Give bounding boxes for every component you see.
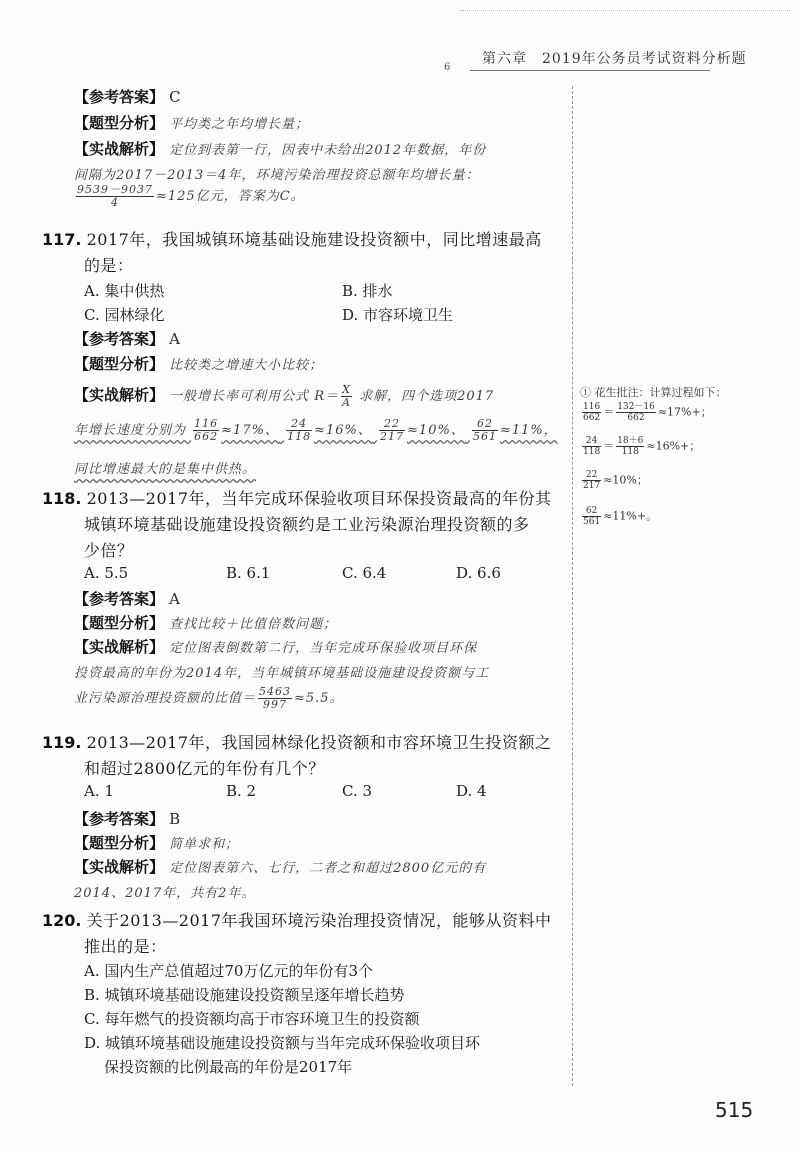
q120-stem-line1: 120. 关于2013—2017年我国环境污染治理投资情况，能够从资料中 [42,911,552,930]
q117-stem-line1: 117. 2017年，我国城镇环境基础设施建设投资额中，同比增速最高 [42,230,542,249]
q119-option-b: B. 2 [226,782,257,800]
header-underline [470,70,710,71]
q117-option-b: B. 排水 [342,282,393,300]
q120-option-d: D. 城镇环境基础设施建设投资额与当年完成环保验收项目环 [84,1034,481,1052]
running-header: 第六章 2019年公务员考试资料分析题 [482,51,747,67]
growth-rate-formula: R＝ $\frac{X}{A}$ [314,383,351,409]
q118-answer: 【参考答案】 A [74,590,180,608]
q120-stem-line2: 推出的是： [84,937,167,956]
q117-analysis-line1: 【实战解析】 一般增长率可利用公式 R＝ $\frac{X}{A}$ 求解，四个选项2017 [74,383,495,409]
q119-stem-line1: 119. 2013—2017年，我国园林绿化投资额和市容环境卫生投资额之 [42,733,552,752]
q117-option-d: D. 市容环境卫生 [342,306,454,324]
sidebar-note-item-3: $\frac{22}{217}$ ≈10%； [583,470,648,491]
top-dotted-rule [460,10,790,11]
q119-analysis-line2: 2014、2017年，共有2年。 [74,886,256,901]
q119-type: 【题型分析】 简单求和； [74,834,240,852]
q119-option-c: C. 3 [342,782,373,800]
sidebar-note-item-1: $\frac{116}{662}$ ＝ $\frac{132-16}{662}$ ≈17%+； [583,402,712,423]
q118-analysis-line3: 业污染源治理投资额的比值＝ $\frac{5463}{997}$ ≈5.5。 [74,685,344,711]
q120-option-c: C. 每年燃气的投资额均高于市容环境卫生的投资额 [84,1010,420,1028]
q119-stem-line2: 和超过2800亿元的年份有几个？ [84,759,325,778]
q118-stem-line3: 少倍？ [84,541,134,560]
sidebar-note-item-2: $\frac{24}{118}$ ＝ $\frac{18+6}{118}$ ≈16%+； [583,436,701,457]
q117-option-a: A. 集中供热 [84,282,165,300]
q117-answer: 【参考答案】 A [74,330,180,348]
q118-option-c: C. 6.4 [342,564,387,582]
q117-type: 【题型分析】 比较类之增速大小比较； [74,355,324,373]
q119-answer: 【参考答案】 B [74,810,181,828]
sidebar-divider [572,86,573,1086]
q118-analysis-line2: 投资最高的年份为2014年，当年城镇环境基础设施建设投资额与工 [74,666,490,681]
q120-option-a: A. 国内生产总值超过70万亿元的年份有3个 [84,962,374,980]
q118-type: 【题型分析】 查找比较＋比值倍数问题； [74,614,338,632]
q119-option-a: A. 1 [84,782,114,800]
q118-stem-line1: 118. 2013—2017年，当年完成环保验收项目环保投资最高的年份其 [42,489,552,508]
page-number: 515 [715,1098,754,1122]
q116-analysis-line2: 间隔为2017－2013＝4年，环境污染治理投资总额年均增长量： [74,168,480,183]
q119-option-d: D. 4 [456,782,487,800]
q118-stem-line2: 城镇环境基础设施建设投资额约是工业污染源治理投资额的多 [84,515,530,534]
q116-type: 【题型分析】 平均类之年均增长量； [74,114,310,132]
q119-analysis-line1: 【实战解析】 定位图表第六、七行，二者之和超过2800亿元的有 [74,858,487,876]
header-mark: 6 [444,62,451,73]
q116-fraction: $\frac{9539-9037}{4}$ [77,183,153,209]
q118-option-a: A. 5.5 [84,564,129,582]
q120-option-d-line2: 保投资额的比例最高的年份是2017年 [104,1058,353,1076]
q117-analysis-line3: 同比增速最大的是集中供热。 [74,462,257,477]
sidebar-note-item-4: $\frac{62}{561}$ ≈11%+。 [583,506,658,527]
q118-option-b: B. 6.1 [226,564,271,582]
q116-answer: 【参考答案】 C [74,88,181,106]
q120-option-b: B. 城镇环境基础设施建设投资额呈逐年增长趋势 [84,986,405,1004]
q118-option-d: D. 6.6 [456,564,501,582]
q118-analysis-line1: 【实战解析】 定位图表倒数第二行，当年完成环保验收项目环保 [74,638,478,656]
q117-stem-line2: 的是： [84,256,134,275]
q116-analysis-line1: 【实战解析】 定位到表第一行，因表中未给出2012年数据，年份 [74,140,487,158]
sidebar-note-title: ① 花生批注：计算过程如下： [580,386,727,399]
q117-analysis-line2: 年增长速度分别为 $\frac{116}{662}$ ≈17%、 $\frac{24}{118}$ ≈16%、 $\frac{22}{217}$ ≈10%、 $\frac{62}{561}$ ≈11%， [74,417,558,443]
q116-analysis-line3: $\frac{9539-9037}{4}$ ≈125亿元，答案为C。 [77,183,305,209]
q117-option-c: C. 园林绿化 [84,306,165,324]
